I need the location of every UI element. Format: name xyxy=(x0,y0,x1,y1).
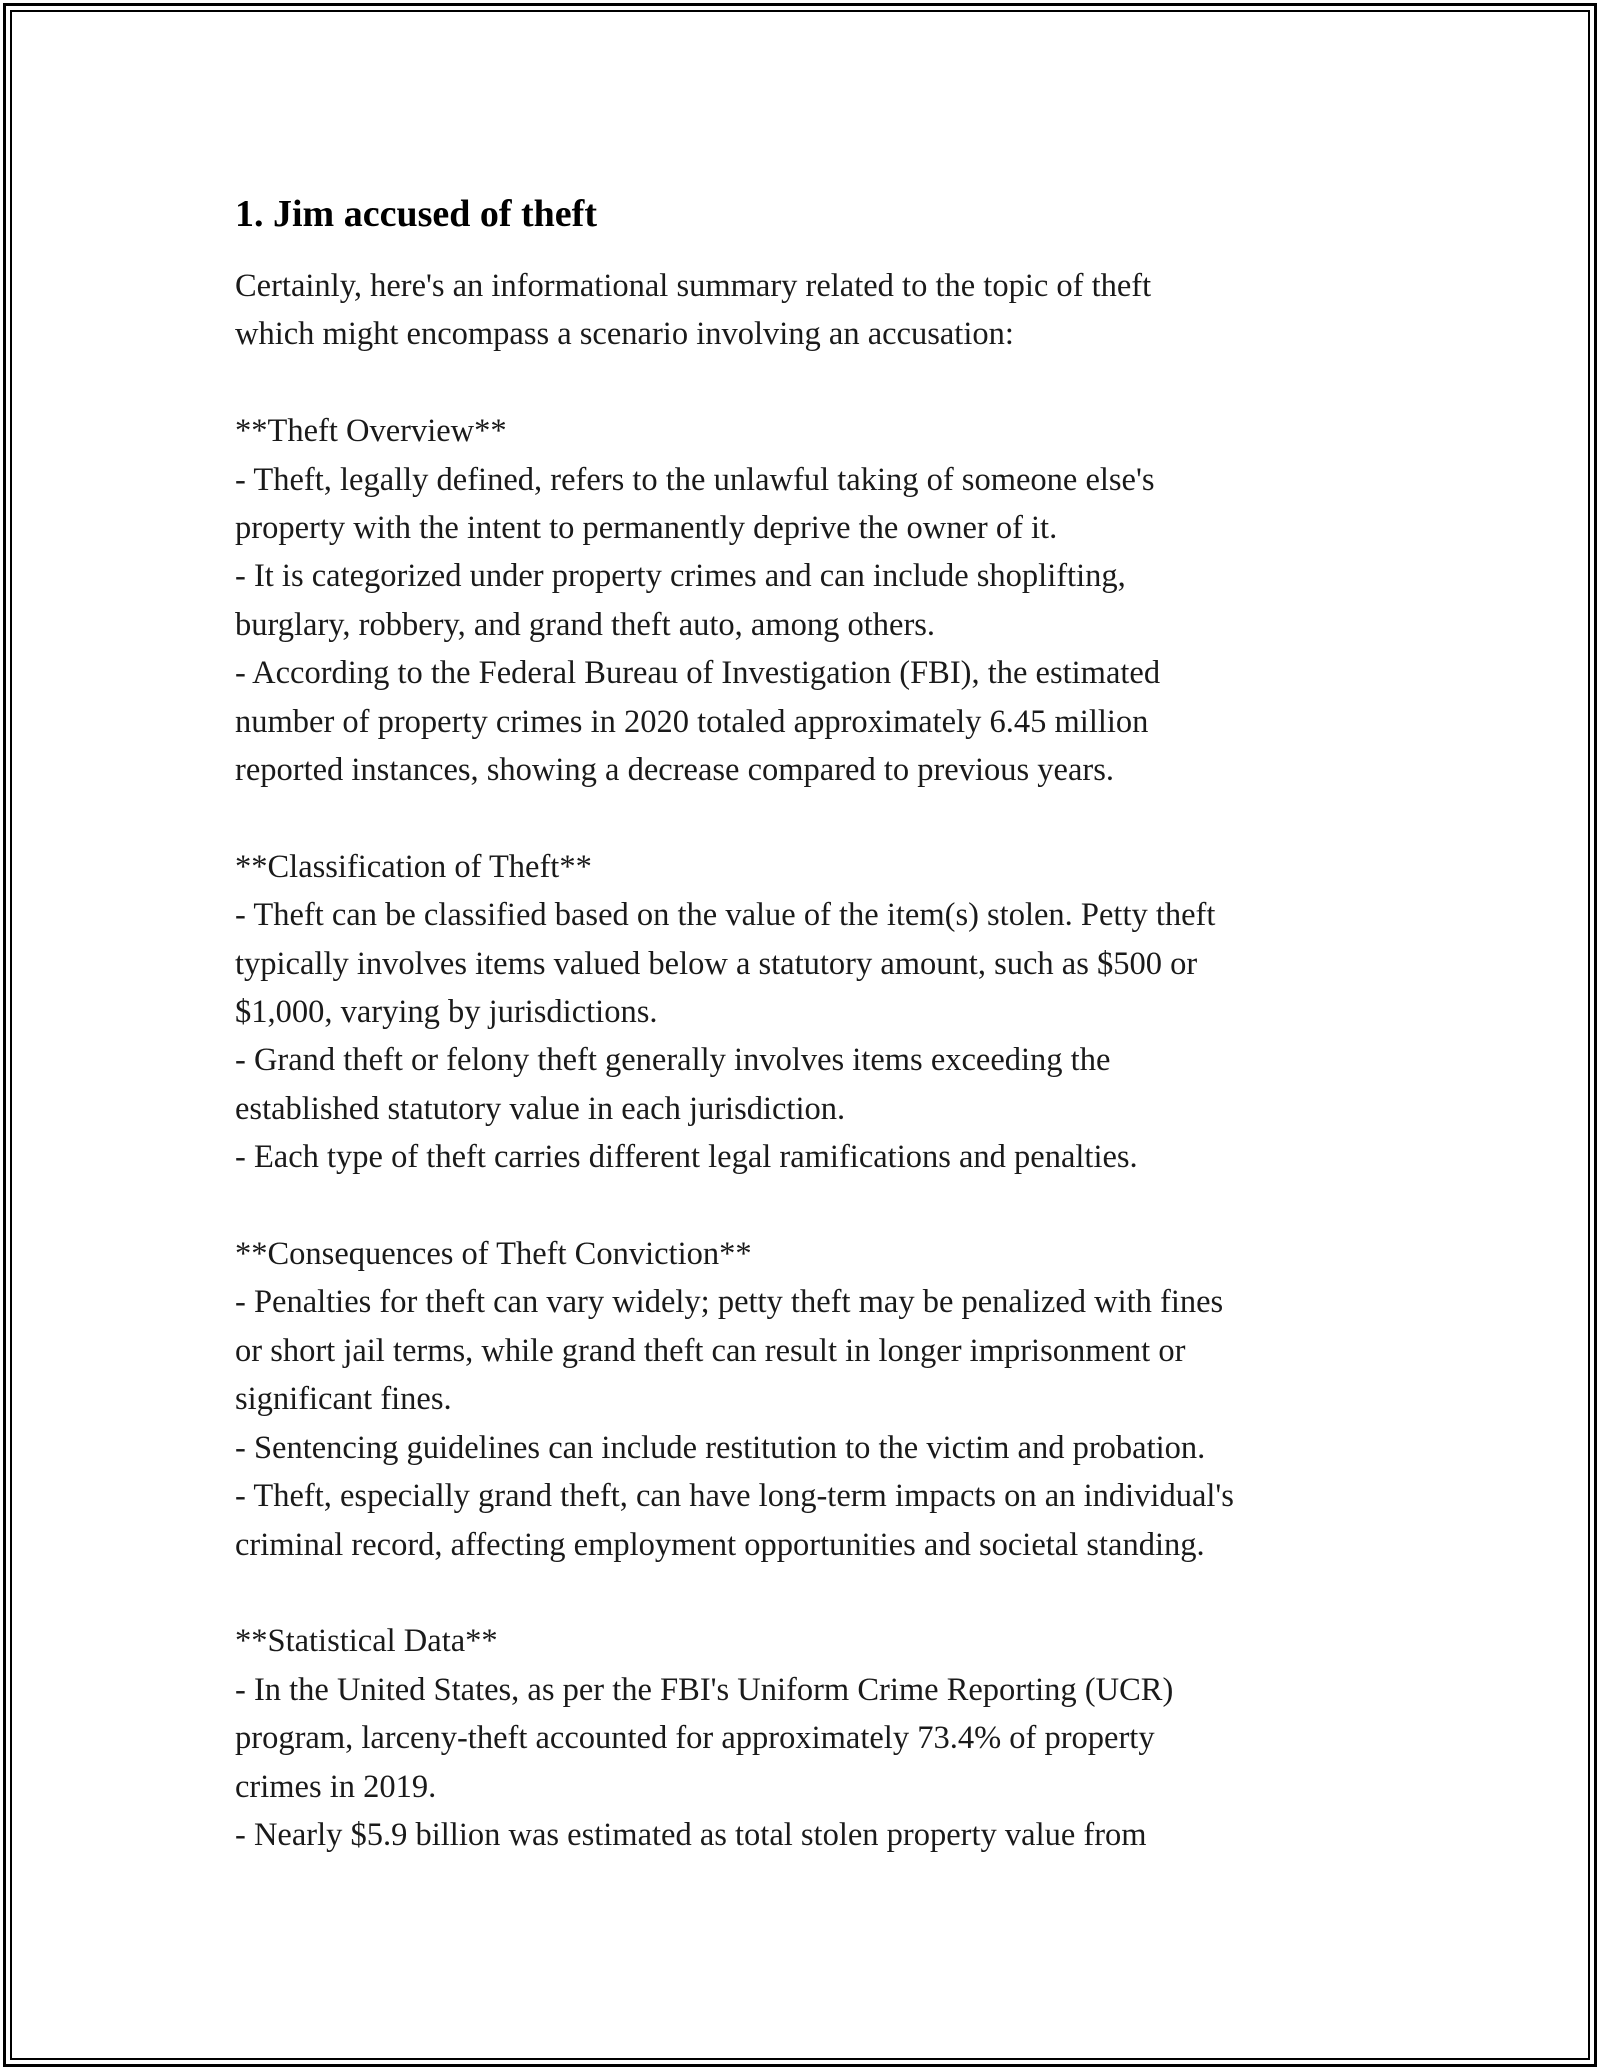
text-line: **Classification of Theft** xyxy=(235,848,592,885)
text-line: significant fines. xyxy=(235,1381,452,1418)
document-heading: 1. Jim accused of theft xyxy=(235,193,597,235)
text-line: property with the intent to permanently deprive the owner of it. xyxy=(235,510,1058,547)
text-line: $1,000, varying by jurisdictions. xyxy=(235,994,658,1031)
text-line: **Consequences of Theft Conviction** xyxy=(235,1236,752,1273)
text-line: reported instances, showing a decrease compared to previous years. xyxy=(235,752,1114,789)
text-line: **Statistical Data** xyxy=(235,1623,498,1660)
text-line: - Each type of theft carries different legal ramifications and penalties. xyxy=(235,1139,1138,1176)
document-text xyxy=(235,262,1385,1859)
text-line: **Theft Overview** xyxy=(235,413,507,450)
text-line: - Theft, legally defined, refers to the unlawful taking of someone else's xyxy=(235,461,1155,498)
text-line: typically involves items valued below a statutory amount, such as $500 or xyxy=(235,945,1198,982)
text-line: - Nearly $5.9 billion was estimated as total stolen property value from xyxy=(235,1816,1147,1853)
text-line: burglary, robbery, and grand theft auto, among others. xyxy=(235,606,936,643)
text-line: - Penalties for theft can vary widely; petty theft may be penalized with fines xyxy=(235,1284,1224,1321)
text-line: - According to the Federal Bureau of Investigation (FBI), the estimated xyxy=(235,655,1161,692)
paragraph-break xyxy=(235,1569,1385,1617)
text-line: program, larceny-theft accounted for approximately 73.4% of property xyxy=(235,1720,1155,1757)
text-line: criminal record, affecting employment opportunities and societal standing. xyxy=(235,1526,1205,1563)
text-line: Certainly, here's an informational summary related to the topic of theft xyxy=(235,268,1152,304)
text-line: - Sentencing guidelines can include restitution to the victim and probation. xyxy=(235,1429,1206,1466)
text-line: crimes in 2019. xyxy=(235,1768,437,1805)
text-line: - Theft can be classified based on the value of the item(s) stolen. Petty theft xyxy=(235,897,1216,934)
text-line: - It is categorized under property crimes and can include shoplifting, xyxy=(235,558,1126,595)
paragraph-break xyxy=(235,1182,1385,1230)
document-body xyxy=(235,188,1385,1859)
text-line: or short jail terms, while grand theft can result in longer imprisonment or xyxy=(235,1332,1186,1369)
paragraph-break xyxy=(235,359,1385,407)
text-line: - In the United States, as per the FBI's Uniform Crime Reporting (UCR) xyxy=(235,1671,1174,1708)
paragraph-break xyxy=(235,794,1385,842)
text-line: - Grand theft or felony theft generally involves items exceeding the xyxy=(235,1042,1111,1079)
text-line: established statutory value in each jurisdiction. xyxy=(235,1090,846,1127)
text-line: - Theft, especially grand theft, can have long-term impacts on an individual's xyxy=(235,1478,1234,1515)
text-line: number of property crimes in 2020 totaled approximately 6.45 million xyxy=(235,703,1149,740)
text-line: which might encompass a scenario involving an accusation: xyxy=(235,316,1014,353)
